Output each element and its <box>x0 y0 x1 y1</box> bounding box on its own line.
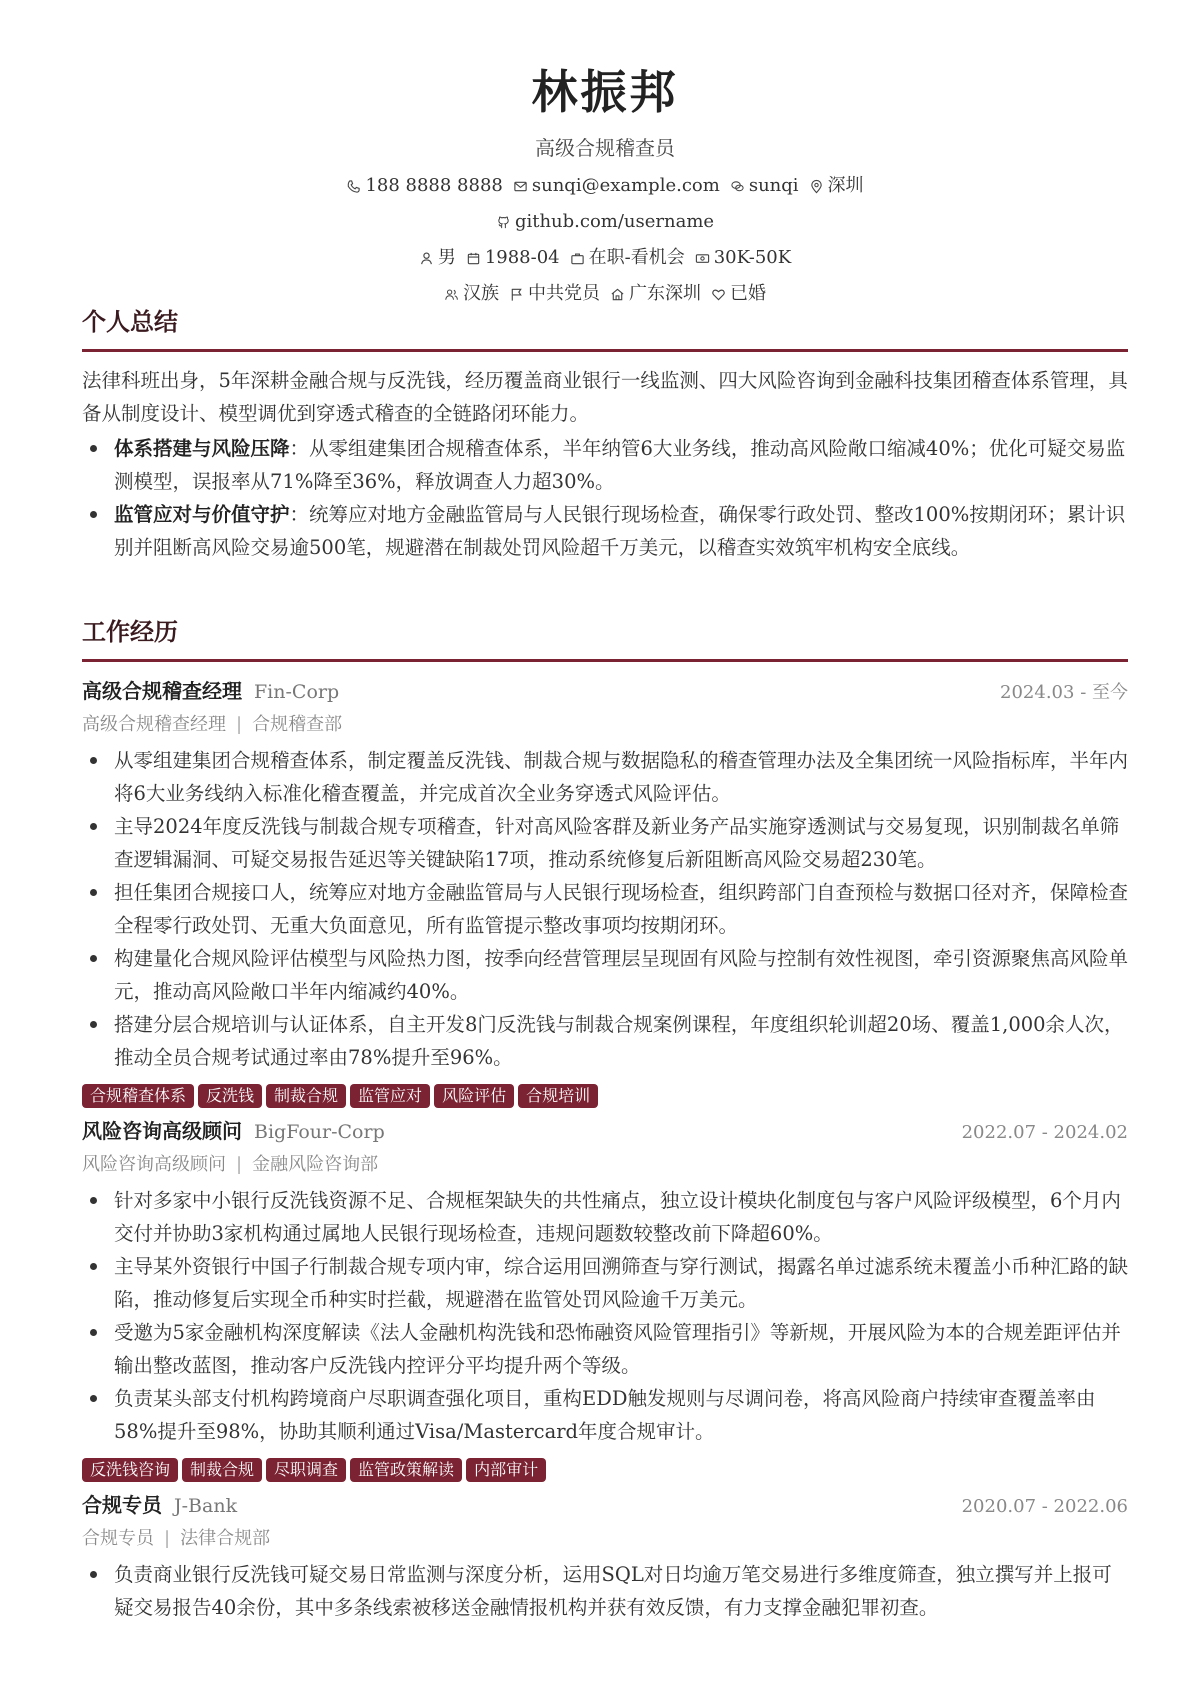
skill-tag: 制裁合规 <box>266 1084 346 1108</box>
job-header <box>82 1116 1128 1148</box>
job-bullet: 主导某外资银行中国子行制裁合规专项内审，综合运用回溯筛查与穿行测试，揭露名单过滤系统未覆盖小币种汇路的缺陷，推动修复后实现全币种实时拦截，规避潜在监管处罚风险逾千万美元。 <box>82 1250 1128 1316</box>
job-department: 合规稽查部 <box>252 714 343 735</box>
job-entry <box>82 1490 1128 1624</box>
birth-text: 1988-04 <box>484 247 560 268</box>
gender-text: 男 <box>437 247 456 268</box>
job-company: Fin-Corp <box>254 681 340 703</box>
skill-tag: 反洗钱咨询 <box>82 1458 178 1482</box>
status-text: 在职-看机会 <box>588 247 685 268</box>
birth-item <box>466 244 560 272</box>
candidate-headline: 高级合规稽查员 <box>535 136 675 160</box>
job-company: BigFour-Corp <box>254 1121 385 1143</box>
job-title: 风险咨询高级顾问 <box>82 1119 242 1143</box>
marital-text: 已婚 <box>730 283 766 304</box>
job-separator: | <box>236 714 243 735</box>
job-bullet: 负责某头部支付机构跨境商户尽职调查强化项目，重构EDD触发规则与尽调问卷，将高风险商户持续审查覆盖率由58%提升至98%，协助其顺利通过Visa/Mastercard年度合规审计。 <box>82 1382 1128 1448</box>
resume-header <box>82 0 1128 308</box>
salary-text: 30K-50K <box>713 247 792 268</box>
job-entry <box>82 676 1128 1108</box>
job-separator: | <box>236 1154 243 1175</box>
salary-item <box>695 244 791 272</box>
contact-row <box>82 172 1128 200</box>
experience-title: 工作经历 <box>82 617 178 646</box>
job-tags <box>82 1084 1128 1108</box>
skill-tag: 内部审计 <box>466 1458 546 1482</box>
resume-page <box>82 0 1129 1619</box>
job-date: 2022.07 - 2024.02 <box>961 1122 1128 1143</box>
wechat-item[interactable] <box>730 172 799 200</box>
summary-divider <box>82 349 1128 352</box>
summary-section <box>82 305 1128 564</box>
experience-section <box>82 615 1128 1624</box>
job-bullet: 针对多家中小银行反洗钱资源不足、合规框架缺失的共性痛点，独立设计模块化制度包与客户风险评级模型，6个月内交付并协助3家机构通过属地人民银行现场检查，违规问题数较整改前下降超60%。 <box>82 1184 1128 1250</box>
github-icon <box>496 215 511 230</box>
politics-text: 中共党员 <box>528 283 600 304</box>
personal-row <box>82 244 1128 272</box>
location-pin-icon <box>809 179 824 194</box>
job-tags <box>82 1458 1128 1482</box>
job-bullet: 主导2024年度反洗钱与制裁合规专项稽查，针对高风险客群及新业务产品实施穿透测试与交易复现，识别制裁名单筛查逻辑漏洞、可疑交易报告延迟等关键缺陷17项，推动系统修复后新阻断高风险交易超230笔。 <box>82 810 1128 876</box>
job-bullets <box>82 1184 1128 1448</box>
job-bullet: 负责商业银行反洗钱可疑交易日常监测与深度分析，运用SQL对日均逾万笔交易进行多维度筛查，独立撰写并上报可疑交易报告40余份，其中多条线索被移送金融情报机构并获有效反馈，有力支撑金融犯罪初查。 <box>82 1558 1128 1624</box>
skill-tag: 制裁合规 <box>182 1458 262 1482</box>
users-icon <box>444 287 459 302</box>
politics-item <box>509 280 600 308</box>
github-row <box>82 208 1128 236</box>
user-icon <box>419 251 434 266</box>
job-department: 法律合规部 <box>180 1528 271 1549</box>
marital-item <box>711 280 766 308</box>
money-icon <box>695 251 710 266</box>
job-bullet: 受邀为5家金融机构深度解读《法人金融机构洗钱和恐怖融资风险管理指引》等新规，开展风险为本的合规差距评估并输出整改蓝图，推动客户反洗钱内控评分平均提升两个等级。 <box>82 1316 1128 1382</box>
job-bullet: 担任集团合规接口人，统筹应对地方金融监管局与人民银行现场检查，组织跨部门自查预检与数据口径对齐，保障检查全程零行政处罚、无重大负面意见，所有监管提示整改事项均按期闭环。 <box>82 876 1128 942</box>
background-row <box>82 280 1128 308</box>
skill-tag: 反洗钱 <box>198 1084 262 1108</box>
phone-text: 188 8888 8888 <box>365 175 503 196</box>
city-text: 深圳 <box>827 175 864 196</box>
summary-intro: 法律科班出身，5年深耕金融合规与反洗钱，经历覆盖商业银行一线监测、四大风险咨询到金融科技集团稽查体系管理，具备从制度设计、模型调优到穿透式稽查的全链路闭环能力。 <box>82 369 1128 425</box>
job-bullets <box>82 1558 1128 1624</box>
email-text: sunqi@example.com <box>531 175 720 196</box>
job-entry <box>82 1116 1128 1482</box>
job-bullet: 从零组建集团合规稽查体系，制定覆盖反洗钱、制裁合规与数据隐私的稽查管理办法及全集团统一风险指标库，半年内将6大业务线纳入标准化稽查覆盖，并完成首次全业务穿透式风险评估。 <box>82 744 1128 810</box>
summary-bullet-lead: 监管应对与价值守护 <box>114 503 290 526</box>
job-separator: | <box>164 1528 171 1549</box>
summary-bullet-text: ：统筹应对地方金融监管局与人民银行现场检查，确保零行政处罚、整改100%按期闭环；累计识别并阻断高风险交易逾500笔，规避潜在制裁处罚风险超千万美元，以稽查实效筑牢机构安全底线。 <box>114 503 1126 559</box>
experience-divider <box>82 659 1128 662</box>
summary-bullet <box>82 432 1128 498</box>
ethnicity-text: 汉族 <box>463 283 499 304</box>
job-header <box>82 1490 1128 1522</box>
job-date: 2024.03 - 至今 <box>1000 682 1128 703</box>
job-role: 合规专员 <box>82 1528 154 1549</box>
calendar-icon <box>466 251 481 266</box>
hometown-text: 广东深圳 <box>629 283 701 304</box>
job-header <box>82 676 1128 708</box>
candidate-name: 林振邦 <box>531 65 679 119</box>
hometown-item <box>610 280 701 308</box>
city-item <box>809 172 864 200</box>
job-bullet: 构建量化合规风险评估模型与风险热力图，按季向经营管理层呈现固有风险与控制有效性视图，牵引资源聚焦高风险单元，推动高风险敞口半年内缩减约40%。 <box>82 942 1128 1008</box>
summary-title: 个人总结 <box>82 307 178 336</box>
email-item[interactable] <box>513 172 720 200</box>
ethnicity-item <box>444 280 499 308</box>
job-role: 风险咨询高级顾问 <box>82 1154 226 1175</box>
github-item[interactable] <box>496 208 714 236</box>
home-icon <box>610 287 625 302</box>
job-bullets <box>82 744 1128 1074</box>
status-item <box>570 244 685 272</box>
job-bullet: 搭建分层合规培训与认证体系，自主开发8门反洗钱与制裁合规案例课程，年度组织轮训超20场、覆盖1,000余人次，推动全员合规考试通过率由78%提升至96%。 <box>82 1008 1128 1074</box>
skill-tag: 风险评估 <box>434 1084 514 1108</box>
job-company: J-Bank <box>174 1495 238 1517</box>
job-title: 高级合规稽查经理 <box>82 679 242 703</box>
skill-tag: 监管应对 <box>350 1084 430 1108</box>
job-subtitle <box>82 1150 1128 1180</box>
wechat-icon <box>730 179 745 194</box>
skill-tag: 尽职调查 <box>266 1458 346 1482</box>
briefcase-icon <box>570 251 585 266</box>
summary-bullets <box>82 432 1128 564</box>
skill-tag: 合规稽查体系 <box>82 1084 194 1108</box>
skill-tag: 合规培训 <box>518 1084 598 1108</box>
summary-bullet-text: ：从零组建集团合规稽查体系，半年纳管6大业务线，推动高风险敞口缩减40%；优化可疑交易监测模型，误报率从71%降至36%，释放调查人力超30%。 <box>114 437 1126 493</box>
github-text: github.com/username <box>514 211 715 232</box>
heart-icon <box>711 287 726 302</box>
mail-icon <box>513 179 528 194</box>
job-subtitle <box>82 710 1128 740</box>
phone-icon <box>346 179 361 194</box>
job-date: 2020.07 - 2022.06 <box>961 1496 1128 1517</box>
phone-item[interactable] <box>346 172 502 200</box>
flag-icon <box>509 287 524 302</box>
job-department: 金融风险咨询部 <box>252 1154 379 1175</box>
summary-bullet-lead: 体系搭建与风险压降 <box>114 437 290 460</box>
job-title: 合规专员 <box>82 1493 162 1517</box>
job-role: 高级合规稽查经理 <box>82 714 226 735</box>
wechat-text: sunqi <box>748 175 799 196</box>
gender-item <box>419 244 456 272</box>
summary-bullet <box>82 498 1128 564</box>
skill-tag: 监管政策解读 <box>350 1458 462 1482</box>
job-subtitle <box>82 1524 1128 1554</box>
